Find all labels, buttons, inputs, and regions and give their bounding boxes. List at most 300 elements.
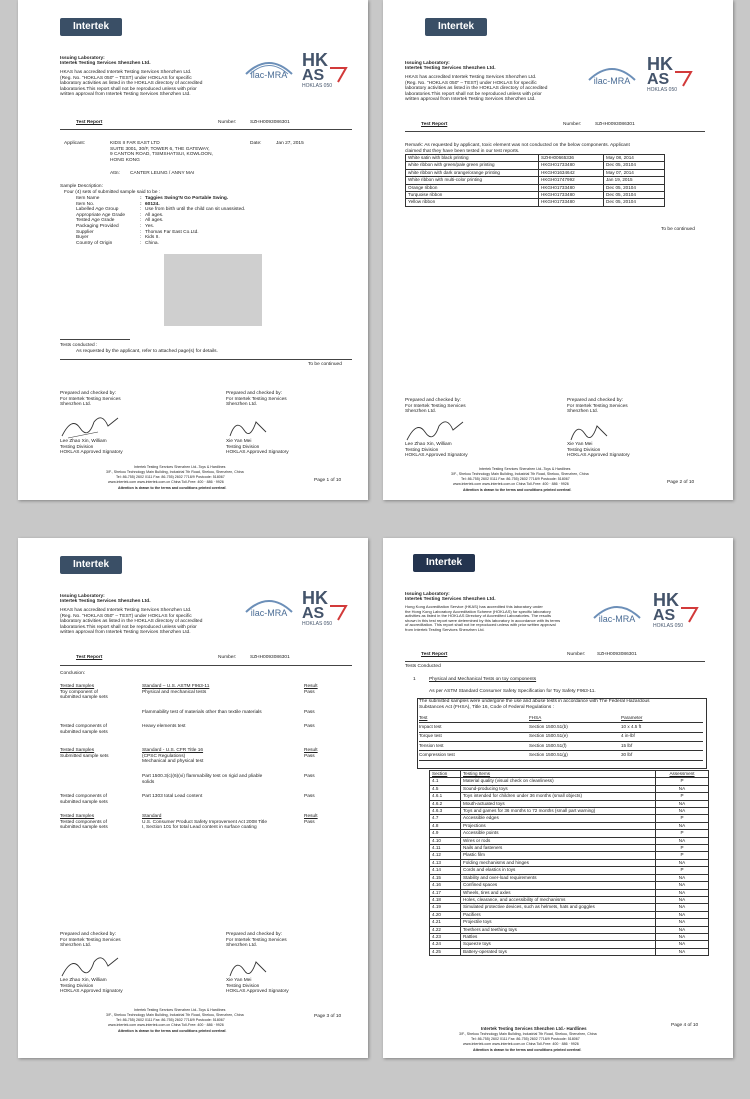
field-value: 60124. [145, 201, 160, 207]
fhsa-cell: Section 1500.51(f) [529, 742, 567, 748]
field-value: All ages. [145, 212, 164, 218]
sample-label: Tested components of [60, 794, 107, 799]
signatory-line: Testing Division [226, 983, 260, 989]
standard-text: U.S. Consumer Product Safety Improvement Act 2008 Title [142, 819, 268, 825]
hkas-line: written approval from Intertek Testing Services Shenzhen Ltd. [60, 630, 191, 635]
footer-line: www.intertek.com www.intertek.com.cn China Toll-Free: 400 · 886 · 9926 [108, 1023, 224, 1027]
ilac-text: ilac-MRA [593, 76, 631, 86]
footer-line: 3/F., Shekou Technology Main Building, Industrial 7th Road, Shekou, Shenzhen, China [106, 470, 244, 474]
field-value: Taggies Swing'N Go Portable Swing. [145, 196, 229, 201]
table-cell: HKGH01747992 [539, 177, 604, 184]
hkas-logo [651, 588, 701, 630]
table-row [406, 162, 665, 169]
table-row [430, 793, 709, 800]
hkas-line: written approval from Intertek Testing Services Shenzhen Ltd. [60, 92, 191, 97]
table-header-cell: Assessment [656, 771, 709, 778]
standard-text: I, Section 101 for total Lead content in surface coating [142, 825, 257, 831]
hk-accred-line: from Intertek Testing Services Shenzhen Ltd. [405, 627, 485, 632]
field-label: Supplier [76, 229, 94, 235]
footer-line: Intertek Testing Services Shenzhen Ltd.-Toys & Hardlines [479, 467, 571, 471]
table-cell: NA [656, 785, 709, 792]
signatory-line: Testing Division [567, 447, 601, 453]
hk-accred-line: shown in this test report were determined by this laboratory in accordance with its terms [405, 617, 561, 623]
svg-text:HK: HK [653, 590, 679, 610]
signatory-line: Lee Zhao Xin, William [60, 439, 107, 444]
number-label: Number: [567, 652, 586, 657]
result-text: Pass [304, 689, 315, 695]
result-text: Pass [304, 794, 315, 799]
table-row [430, 778, 709, 785]
astm-note: As per ASTM Standard Consumer Safety Specification for Toy Safety F963-11. [429, 689, 596, 694]
divider [60, 129, 352, 130]
issuing-label: Issuing Laboratory: [405, 61, 450, 66]
table-cell: Accessible points [461, 830, 656, 837]
fhsa-intro: Substances Act (FHSA), Title 16, Code of Federal Regulations : [419, 704, 554, 710]
footer-line: Tel: 86-755) 2602 0111 Fax: 86-755) 2602 7718/9 Postcode: 518067 [461, 477, 570, 481]
fhsa-cell: 4 in-lbf [621, 733, 635, 739]
table-cell: 4.7 [430, 815, 461, 822]
sample-intro: Four (4) sets of submitted sample said to be : [64, 190, 161, 195]
number-label: Number: [218, 655, 237, 660]
table-cell: white ribbon with green/pale green printing [406, 162, 539, 169]
table-cell: Teethers and teething toys [461, 926, 656, 933]
field-value: Thomas Far East Co.Ltd. [145, 229, 199, 235]
table-row [430, 919, 709, 926]
tests-conducted-label: Tests Conducted [405, 664, 441, 669]
hk-accred-line: the Hong Kong Laboratory Accreditation Scheme (HOKLAS) for specific laboratory [405, 608, 551, 614]
field-label: Packaging Provided [76, 224, 119, 229]
table-row [430, 800, 709, 807]
hk-reg: HOKLAS 050 [647, 87, 678, 93]
intertek-logo: Intertek [60, 556, 122, 574]
page-number: Page 3 of 10 [314, 1014, 342, 1019]
table-row [406, 155, 665, 162]
table-cell: P [656, 830, 709, 837]
result-text: Pass [304, 710, 315, 715]
hkas-line: (Reg. No. "HOKLAS 050" – TEST) under HOKLAS for specific [405, 80, 537, 86]
report-number: SZHH0093086301 [595, 122, 635, 127]
table-row [430, 941, 709, 948]
signatory-line: HOKLAS Approved Signatory [60, 989, 123, 994]
table-cell: Nails and fasteners [461, 845, 656, 852]
hkas-line: laboratories.This report shall not be reproduced unless with prior [405, 91, 542, 97]
signatory-line: Testing Division [226, 444, 260, 450]
prepared-line: Prepared and checked by: [60, 932, 117, 937]
table-cell: 4.10 [430, 837, 461, 844]
table-row [430, 785, 709, 792]
signatory-line: HOKLAS Approved Signatory [226, 450, 289, 455]
table-cell: 4.11 [430, 845, 461, 852]
table-cell: Wires or rods [461, 837, 656, 844]
sample-label: Submitted sample sets [60, 753, 109, 759]
ilac-mra-logo [583, 58, 641, 88]
footer-line: www.intertek.com www.intertek.com.cn China Toll-Free: 400 · 886 · 9926 [453, 482, 569, 486]
table-cell: Simulated protective devices, such as helmets, hats and goggles [461, 904, 656, 911]
prepared-line: Prepared and checked by: [226, 932, 283, 937]
signatory-line: HOKLAS Approved Signatory [567, 453, 630, 458]
signatory-line: Lee Zhao Xin, William [60, 978, 107, 983]
field-label: Buyer [76, 235, 89, 241]
table-row [430, 859, 709, 866]
table-cell: HKGH01733480 [539, 192, 604, 199]
applicant-line: 9 CANTON ROAD, TSIMSHATSUI, KOWLOON, [110, 152, 213, 157]
svg-text:HK: HK [302, 588, 328, 608]
table-cell: Holes, clearance, and accessibility of mechanisms [461, 896, 656, 903]
table-cell: P [656, 793, 709, 800]
table-cell: P [656, 778, 709, 785]
divider [405, 131, 705, 132]
table-row [430, 808, 709, 815]
table-row [430, 882, 709, 889]
field-separator: : [140, 229, 142, 235]
table-cell: P [656, 867, 709, 874]
table-cell: 4.17 [430, 889, 461, 896]
table-cell: HKGH01733480 [539, 162, 604, 169]
table-header-cell: Section [430, 771, 461, 778]
fhsa-header: Test [419, 715, 428, 720]
applicant-line: HONG KONG [110, 157, 140, 163]
table-cell: Sound-producing toys [461, 785, 656, 792]
signatory-line: Testing Division [405, 447, 439, 453]
standard-text: Part 1303 total Lead content [142, 794, 203, 799]
table-cell: May 08, 2014 [604, 155, 665, 162]
report-page-1 [18, 0, 368, 500]
testing-items-table [429, 770, 709, 956]
hkas-line: HKAS has accredited Intertek Testing Services Shenzhen Ltd. [60, 608, 192, 613]
hkas-logo [300, 48, 350, 90]
report-title: Test Report [421, 652, 448, 657]
date-label: Date: [250, 141, 262, 146]
svg-text:AS: AS [302, 605, 325, 622]
table-cell: NA [656, 941, 709, 948]
svg-text:HK: HK [302, 50, 328, 70]
prepared-line: For Intertek Testing Services [60, 937, 121, 943]
table-cell: Toys and games for 36 months to 72 months (small part warning) [461, 808, 656, 815]
sample-label: Toy component of [60, 689, 98, 695]
ilac-mra-logo [588, 596, 646, 626]
table-row [430, 852, 709, 859]
result-text: Result [304, 748, 318, 753]
table-cell: Dec 05, 20104 [604, 199, 665, 206]
hkas-line: HKAS has accredited Intertek Testing Services Shenzhen Ltd. [405, 75, 537, 80]
table-row [430, 830, 709, 837]
signatory-line: HOKLAS Approved Signatory [405, 453, 468, 458]
table-cell: 4.9 [430, 830, 461, 837]
table-cell: 4.22 [430, 926, 461, 933]
hkas-line: written approval from Intertek Testing Services Shenzhen Ltd. [405, 97, 536, 102]
table-row [406, 199, 665, 206]
table-cell: Folding mechanisms and hinges [461, 859, 656, 866]
footer-line: Intertek Testing Services Shenzhen Ltd.-Toys & Hardlines [134, 1008, 226, 1012]
hkas-line: HKAS has accredited Intertek Testing Services Shenzhen Ltd. [60, 70, 192, 75]
table-cell: Rattles [461, 933, 656, 940]
table-cell: HKGH01634642 [539, 169, 604, 176]
fhsa-cell: Section 1500.51(g) [529, 752, 568, 758]
sample-label: Tested Samples [60, 814, 95, 819]
result-text: Pass [304, 724, 315, 729]
table-cell: NA [656, 808, 709, 815]
footer-line: www.intertek.com www.intertek.com.cn China Toll-Free: 400 · 886 · 9926 [463, 1042, 579, 1046]
field-label: Country of Origin [76, 240, 113, 246]
prepared-line: Prepared and checked by: [567, 398, 624, 403]
issuing-label: Issuing Laboratory: [60, 594, 105, 599]
issuing-label: Issuing Laboratory: [60, 56, 105, 61]
prepared-line: Shenzhen Ltd. [567, 409, 598, 414]
table-cell: May 07, 2014 [604, 169, 665, 176]
hkas-line: laboratories.This report shall not be reproduced unless with prior [60, 86, 197, 92]
signatory-line: Testing Division [60, 444, 94, 450]
field-separator: : [140, 207, 142, 213]
table-header-row [430, 771, 709, 778]
signature-left [403, 412, 473, 444]
table-cell: SZHH00665336 [539, 155, 604, 162]
prepared-line: For Intertek Testing Services [405, 403, 466, 409]
signatory-line: HOKLAS Approved Signatory [60, 450, 123, 455]
fhsa-cell: Compression test [419, 752, 455, 758]
ilac-text: ilac-MRA [250, 608, 288, 618]
table-cell: Jan 19, 2015 [604, 177, 665, 184]
table-cell: Cords and elastics in toys [461, 867, 656, 874]
table-cell: 4.24 [430, 941, 461, 948]
standard-text: Heavy elements test [142, 724, 186, 729]
issuing-lab: Intertek Testing Services Shenzhen Ltd. [60, 61, 151, 66]
hk-accred-line: activities as listed in the HOKLAS Directory of Accredited Laboratories. The results [405, 613, 551, 619]
table-cell: 4.16 [430, 882, 461, 889]
table-cell: Turquoise ribbon [406, 192, 539, 199]
prepared-line: Shenzhen Ltd. [405, 409, 436, 414]
footer-line: Tel: 86-755) 2602 0111 Fax: 86-755) 2602 7718/9 Postcode: 518067 [116, 475, 225, 479]
table-cell: 4.8 [430, 822, 461, 829]
table-row [430, 822, 709, 829]
standard-text: Mechanical and physical test [142, 759, 204, 765]
table-cell: Battery-operated toys [461, 948, 656, 955]
svg-text:AS: AS [302, 67, 325, 84]
svg-text:AS: AS [647, 71, 670, 88]
table-cell: Dec 05, 20104 [604, 184, 665, 191]
fhsa-cell: Impact test [419, 724, 442, 729]
intertek-logo: Intertek [60, 18, 122, 36]
report-page-4 [383, 538, 733, 1058]
number-label: Number: [563, 122, 582, 127]
sample-label: Tested Samples [60, 684, 95, 689]
fhsa-cell: Section 1500.51(e) [529, 733, 568, 739]
footer-line: Intertek Testing Services Shenzhen Ltd.- Hardlines [481, 1026, 587, 1031]
table-cell: NA [656, 896, 709, 903]
table-cell: 4.13 [430, 859, 461, 866]
signatory-line: Xie Yan Mei [226, 978, 252, 983]
table-row [430, 896, 709, 903]
table-cell: NA [656, 837, 709, 844]
footer-note: Attention is drawn to the terms and conditions printed overleaf. [118, 486, 227, 490]
signatory-line: Lee Zhao Xin, William [405, 442, 452, 447]
remark-line: Remark: As requested by applicant, toxic element was not conducted on the below components. Applicant [405, 143, 630, 148]
result-text: Result [304, 684, 318, 689]
table-cell: NA [656, 889, 709, 896]
table-row [430, 911, 709, 918]
standard-text: Standard – U.S. ASTM F963-11 [142, 684, 210, 689]
table-row [430, 933, 709, 940]
field-separator: : [140, 224, 142, 229]
divider [60, 339, 130, 340]
fhsa-cell: Torque test [419, 733, 442, 739]
fhsa-cell: 15 lbf [621, 742, 633, 748]
issuing-label: Issuing Laboratory: [405, 592, 450, 597]
intertek-logo: Intertek [413, 554, 475, 572]
table-cell: NA [656, 926, 709, 933]
table-cell: NA [656, 859, 709, 866]
sample-label: Tested components of [60, 724, 107, 729]
fhsa-cell: 10 x 4.5 ft [621, 724, 642, 729]
field-separator: : [140, 201, 142, 207]
report-title: Test Report [421, 122, 448, 127]
issuing-lab: Intertek Testing Services Shenzhen Ltd. [405, 597, 496, 602]
standard-text: Part 1500.3(c)(6)(vi) flammability test on rigid and pliable [142, 774, 263, 779]
table-row [430, 904, 709, 911]
table-cell: Plastic film [461, 852, 656, 859]
standard-text: Standard [142, 814, 162, 819]
signature-left [58, 948, 128, 980]
table-cell: HKGH01733480 [539, 184, 604, 191]
continued-note: To be continued [308, 362, 342, 367]
table-cell: Mouth-actuated toys [461, 800, 656, 807]
table-cell: Pacifiers [461, 911, 656, 918]
attn-label: Attn: [110, 171, 120, 176]
standard-text: Physical and mechanical tests [142, 689, 207, 695]
sample-label: Tested Samples [60, 748, 95, 753]
field-separator: : [140, 235, 142, 241]
standard-text: Flammability test of materials other than textile materials [142, 710, 262, 715]
continued-note: To be continued [661, 227, 695, 232]
prepared-line: For Intertek Testing Services [567, 403, 628, 409]
fhsa-rule [419, 722, 703, 723]
table-cell: NA [656, 933, 709, 940]
fhsa-rule [419, 760, 703, 761]
signatory-line: Xie Yan Mei [567, 442, 593, 447]
result-text: Pass [304, 819, 315, 825]
fhsa-header: Parameter [621, 715, 643, 720]
result-text: Result [304, 814, 318, 819]
table-cell: P [656, 845, 709, 852]
item-title: Physical and Mechanical Tests on toy components [429, 677, 537, 682]
table-cell: White satin with black printing [406, 155, 539, 162]
item-number: 1 [413, 677, 416, 682]
field-value: Use from birth until the child can sit unassisted. [145, 207, 246, 213]
fhsa-intro: The submitted samples were undergone the use and abuse tests in accordance with The Federal Hazardous [419, 699, 650, 704]
report-page-2 [383, 0, 733, 500]
prepared-line: Shenzhen Ltd. [60, 402, 91, 407]
table-cell: Projectile toys [461, 919, 656, 926]
sample-label: submitted sample sets [60, 825, 108, 831]
footer-line: www.intertek.com www.intertek.com.cn China Toll-Free: 400 · 886 · 9926 [108, 480, 224, 484]
table-cell: Projections [461, 822, 656, 829]
hk-reg: HOKLAS 050 [302, 83, 333, 89]
table-cell: 4.15 [430, 874, 461, 881]
ilac-text: ilac-MRA [250, 70, 288, 80]
applicant-line: KIDS II FAR EAST LTD [110, 141, 160, 146]
footer-line: Tel: 86-755) 2602 0111 Fax: 86-755) 2602 7718/9 Postcode: 518067 [116, 1018, 225, 1022]
field-value: All ages. [145, 218, 164, 224]
table-cell: NA [656, 874, 709, 881]
hk-reg: HOKLAS 050 [302, 621, 333, 627]
hkas-line: laboratory activities as listed in the HOKLAS directory of accredited [60, 81, 203, 86]
field-value: Yes. [145, 224, 155, 229]
applicant-line: SUITE 3001, 30/F, TOWER 6, THE GATEWAY, [110, 146, 210, 152]
fhsa-header: FHSA [529, 715, 542, 720]
table-cell: Orange ribbon [406, 184, 539, 191]
table-cell: Confined spaces [461, 882, 656, 889]
svg-text:AS: AS [653, 607, 676, 624]
issuing-lab: Intertek Testing Services Shenzhen Ltd. [60, 599, 151, 604]
prepared-line: For Intertek Testing Services [226, 937, 287, 943]
attn-name: CANTER LEUNG / ANNY MAI [130, 171, 195, 176]
hk-accred-line: of accreditation. This report shall not be reproduced unless with prior written approval [405, 622, 556, 628]
table-cell: Squeeze toys [461, 941, 656, 948]
number-label: Number: [218, 120, 237, 125]
prepared-line: Shenzhen Ltd. [226, 402, 257, 407]
prepared-line: Prepared and checked by: [226, 391, 283, 396]
field-separator: : [140, 218, 142, 224]
report-number: SZHH0093086301 [250, 120, 290, 125]
field-separator: : [140, 212, 142, 218]
ilac-text: ilac-MRA [598, 614, 636, 624]
table-cell: 4.19 [430, 904, 461, 911]
prepared-line: Prepared and checked by: [60, 391, 117, 396]
hkas-line: (Reg. No. "HOKLAS 050" – TEST) under HOKLAS for specific [60, 613, 192, 619]
table-row [406, 192, 665, 199]
hkas-line: laboratory activities as listed in the HOKLAS directory of accredited [60, 619, 203, 624]
prepared-line: For Intertek Testing Services [226, 396, 287, 402]
table-cell: 4.12 [430, 852, 461, 859]
prepared-line: Shenzhen Ltd. [60, 943, 91, 948]
table-cell: NA [656, 911, 709, 918]
standard-text: (CPSC Regulations) [142, 753, 186, 759]
table-cell: 4.5 [430, 785, 461, 792]
footer-line: 3/F., Shekou Technology Main Building, Industrial 7th Road, Shekou, Shenzhen, China [106, 1013, 244, 1017]
table-cell: Toys intended for children under 36 months (small objects) [461, 793, 656, 800]
issuing-lab: Intertek Testing Services Shenzhen Ltd. [405, 66, 496, 71]
result-text: Pass [304, 753, 315, 759]
prepared-line: For Intertek Testing Services [60, 396, 121, 402]
sample-label: submitted sample sets [60, 729, 108, 735]
table-cell: Yellow ribbon [406, 199, 539, 206]
table-row [430, 948, 709, 955]
footer-note: Attention is drawn to the terms and conditions printed overleaf. [473, 1048, 582, 1052]
table-cell: 4.21 [430, 919, 461, 926]
table-row [430, 874, 709, 881]
report-date: Jan 27, 2015 [276, 141, 304, 146]
table-cell: Dec 05, 20104 [604, 162, 665, 169]
table-row [406, 169, 665, 176]
field-label: Item Name [76, 196, 100, 201]
table-cell: 4.6.1 [430, 793, 461, 800]
report-page-3 [18, 538, 368, 1058]
table-cell: Material quality (visual check on cleanliness) [461, 778, 656, 785]
signatory-line: HOKLAS Approved Signatory [226, 989, 289, 994]
ilac-mra-logo [240, 590, 298, 620]
sample-label: Tested components of [60, 819, 107, 825]
table-cell: NA [656, 800, 709, 807]
fhsa-cell: Tension test [419, 742, 444, 748]
table-row [430, 815, 709, 822]
field-value: China. [145, 240, 159, 246]
table-cell: Stability and over-load requirements [461, 874, 656, 881]
report-number: SZHH0093086301 [250, 655, 290, 660]
fhsa-cell: 30 lbf [621, 752, 633, 758]
signature-right [567, 416, 617, 444]
signature-left [58, 408, 128, 440]
hk-accred-line: Hong Kong Accreditation Service (HKAS) has accredited this laboratory under [405, 604, 543, 609]
footer-line: 3/F., Shekou Technology Main Building, Industrial 7th Road, Shekou, Shenzhen, China [451, 472, 589, 476]
